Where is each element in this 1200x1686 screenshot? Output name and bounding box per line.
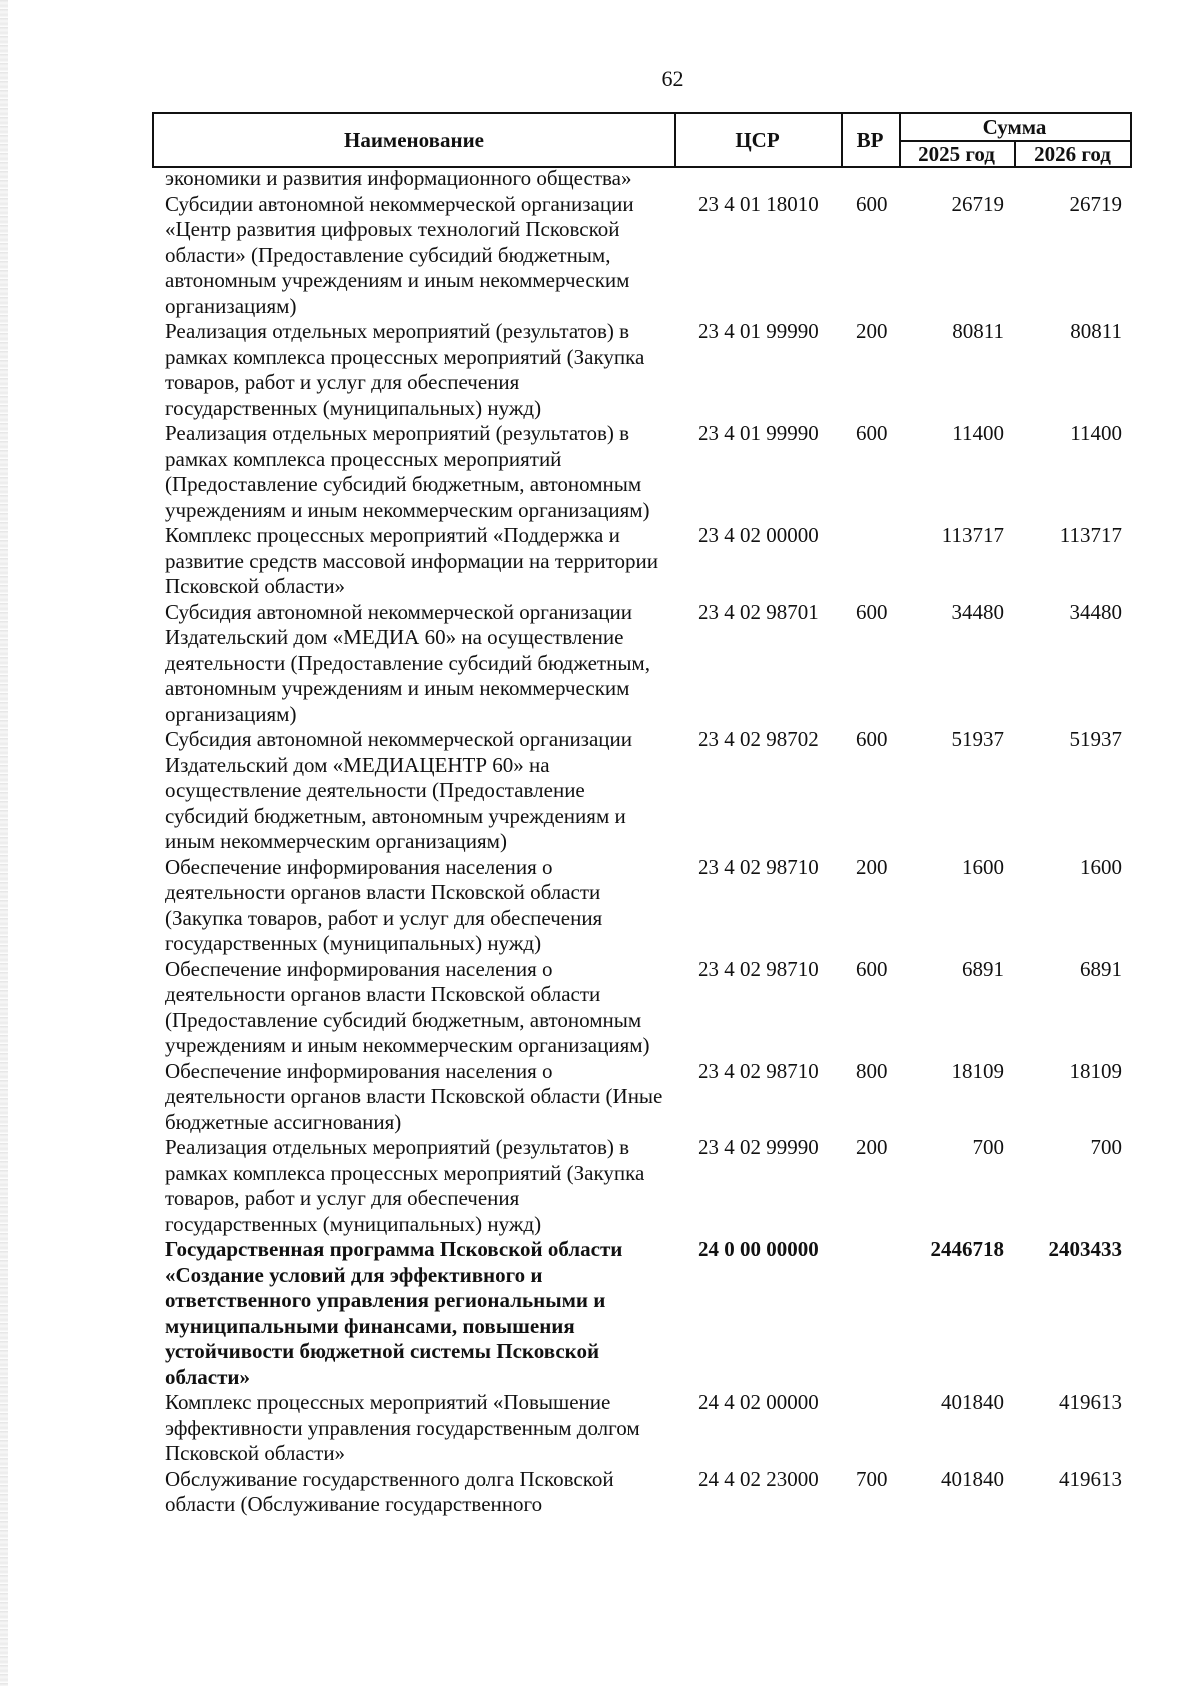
header-year-2025: 2025 год	[899, 141, 1016, 167]
row-csr: 24 4 02 00000	[698, 1390, 819, 1414]
row-sum-2026: 419613	[1059, 1466, 1122, 1491]
row-name: Обслуживание государственного долга Псковской области (Обслуживание государственного	[165, 1466, 614, 1516]
row-csr: 23 4 02 98701	[698, 599, 819, 624]
row-sum-2025: 51937	[951, 727, 1004, 751]
table-row	[0, 1390, 1200, 1467]
row-csr: 23 4 02 99990	[698, 1135, 819, 1159]
row-name: Обеспечение информирования населения о деятельности органов власти Псковской области (Иные бюджетные ассигнования)	[165, 1058, 663, 1134]
row-vr: 600	[856, 421, 888, 445]
table-row	[0, 600, 1200, 728]
row-name: Обеспечение информирования населения о деятельности органов власти Псковской области (Предоставление субсидий бюджетным, автономным учреждениям и иным некоммерческим организациям)	[165, 956, 650, 1057]
row-name: Комплекс процессных мероприятий «Повышение эффективности управления государственным долгом Псковской области»	[165, 1390, 640, 1465]
row-name: Реализация отдельных мероприятий (результатов) в рамках комплекса процессных мероприятий (Закупка товаров, работ и услуг для обеспечения государственных (муниципальных) нужд)	[165, 1135, 645, 1236]
row-name: Субсидия автономной некоммерческой организации Издательский дом «МЕДИА 60» на осуществление деятельности (Предоставление субсидий бюджетным, автономным учреждениям и иным некоммерческим организациям)	[165, 599, 650, 726]
row-sum-2026: 113717	[1059, 523, 1122, 547]
row-sum-2026: 26719	[1069, 191, 1122, 216]
row-name: Субсидии автономной некоммерческой организации «Центр развития цифровых технологий Псковской области» (Предоставление субсидий бюджетным, автономным учреждениям и иным некоммерческим организациям)	[165, 191, 634, 318]
row-vr: 600	[856, 191, 888, 216]
row-name: Субсидия автономной некоммерческой организации Издательский дом «МЕДИАЦЕНТР 60» на осуществление деятельности (Предоставление субсидий бюджетным, автономным учреждениям и иным некоммерческим организациям)	[165, 727, 633, 853]
row-sum-2025: 6891	[962, 956, 1004, 981]
row-csr: 23 4 02 98710	[698, 956, 819, 981]
row-vr: 200	[856, 319, 888, 343]
row-csr: 23 4 02 98710	[698, 1058, 819, 1083]
row-csr: 23 4 02 00000	[698, 523, 819, 547]
row-sum-2025: 700	[972, 1135, 1004, 1159]
row-sum-2026: 11400	[1070, 421, 1122, 445]
table-row	[0, 319, 1200, 421]
row-sum-2025: 26719	[951, 191, 1004, 216]
table-row-program	[0, 1237, 1200, 1390]
row-sum-2025: 80811	[952, 319, 1004, 343]
row-name: Комплекс процессных мероприятий «Поддержка и развитие средств массовой информации на территории Псковской области»	[165, 523, 658, 598]
table-row	[0, 192, 1200, 320]
row-csr: 23 4 01 99990	[698, 421, 819, 445]
row-vr: 800	[856, 1058, 888, 1083]
row-csr: 24 0 00 00000	[698, 1237, 819, 1261]
row-sum-2026: 80811	[1070, 319, 1122, 343]
row-sum-2026: 6891	[1080, 956, 1122, 981]
row-sum-2025: 2446718	[930, 1237, 1004, 1261]
table-row	[0, 166, 1200, 192]
table-row	[0, 1059, 1200, 1136]
row-vr: 700	[856, 1466, 888, 1491]
row-csr: 23 4 01 99990	[698, 319, 819, 343]
row-vr: 600	[856, 599, 888, 624]
row-csr: 24 4 02 23000	[698, 1466, 819, 1491]
page-number: 62	[661, 66, 684, 91]
row-csr: 23 4 02 98710	[698, 854, 819, 879]
header-vr: ВР	[841, 114, 901, 166]
row-sum-2025: 1600	[962, 854, 1004, 879]
row-vr: 600	[856, 727, 888, 751]
row-vr: 200	[856, 1135, 888, 1159]
table-body	[0, 166, 1200, 1518]
row-name: Реализация отдельных мероприятий (результатов) в рамках комплекса процессных мероприятий (Предоставление субсидий бюджетным, автономным учреждениям и иным некоммерческим организациям)	[165, 421, 650, 522]
header-csr: ЦСР	[674, 114, 843, 166]
header-year-2026: 2026 год	[1034, 142, 1111, 166]
table-row	[0, 957, 1200, 1059]
row-vr: 600	[856, 956, 888, 981]
row-sum-2026: 419613	[1059, 1390, 1122, 1414]
row-name: Реализация отдельных мероприятий (результатов) в рамках комплекса процессных мероприятий (Закупка товаров, работ и услуг для обеспечения государственных (муниципальных) нужд)	[165, 319, 645, 420]
row-sum-2026: 18109	[1069, 1058, 1122, 1083]
row-name: Государственная программа Псковской области «Создание условий для эффективного и ответственного управления региональными и муниципальными финансами, повышения устойчивости бюджетной системы Псковской области»	[165, 1237, 623, 1389]
table-row	[0, 1467, 1200, 1518]
row-sum-2025: 34480	[951, 599, 1004, 624]
row-sum-2025: 18109	[951, 1058, 1004, 1083]
row-sum-2026: 700	[1090, 1135, 1122, 1159]
row-sum-2026: 2403433	[1048, 1237, 1122, 1261]
row-csr: 23 4 02 98702	[698, 727, 819, 751]
row-sum-2025: 113717	[941, 523, 1004, 547]
row-name: экономики и развития информационного общества»	[165, 166, 632, 190]
table-row	[0, 1135, 1200, 1237]
table-row	[0, 523, 1200, 600]
row-name: Обеспечение информирования населения о деятельности органов власти Псковской области (Закупка товаров, работ и услуг для обеспечения государственных (муниципальных) нужд)	[165, 854, 603, 955]
row-sum-2026: 34480	[1069, 599, 1122, 624]
row-sum-2026: 1600	[1080, 854, 1122, 879]
row-csr: 23 4 01 18010	[698, 191, 819, 216]
table-row	[0, 421, 1200, 523]
row-sum-2026: 51937	[1069, 727, 1122, 751]
row-sum-2025: 401840	[941, 1390, 1004, 1414]
table-row	[0, 727, 1200, 855]
table-header	[152, 112, 1132, 168]
row-vr: 200	[856, 854, 888, 879]
row-sum-2025: 401840	[941, 1466, 1004, 1491]
header-sum: Сумма	[899, 114, 1130, 142]
table-row	[0, 855, 1200, 957]
row-sum-2025: 11400	[952, 421, 1004, 445]
header-name: Наименование	[154, 114, 676, 166]
